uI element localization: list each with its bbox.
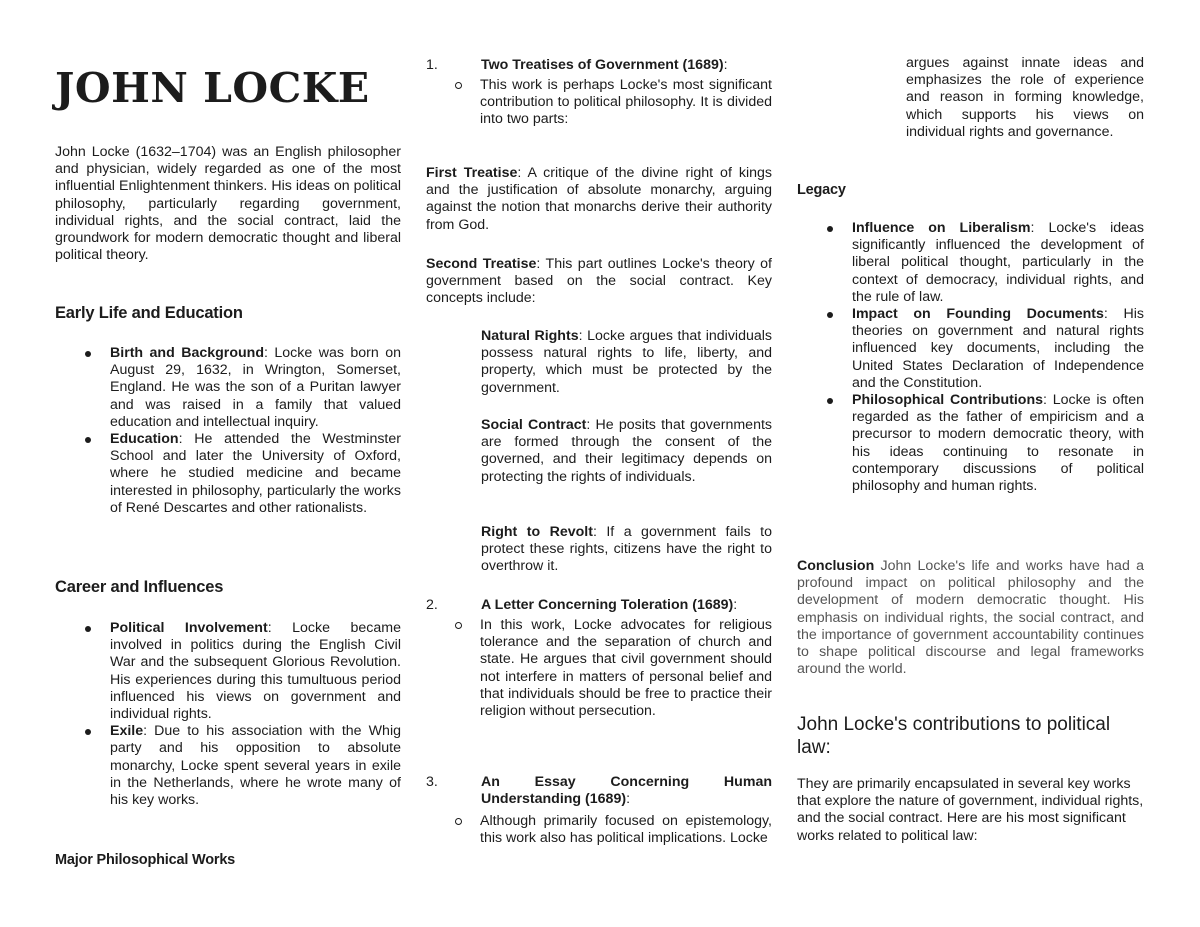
item-text: : If a government fails to protect these rights, citizens have the right to overthrow it. (481, 524, 772, 575)
item-text: : Locke is often regarded as the father of empiricism and a precursor to modern democratic theory, with his ideas continuing to resonate in contemporary discussions of political philosophy and human rights. (852, 392, 1144, 495)
section-heading-career: Career and Influences (55, 578, 224, 596)
works-item-2-desc (426, 617, 772, 720)
work-title-suffix: : (723, 57, 728, 73)
item-number: 2. (426, 597, 438, 613)
list-item (55, 345, 401, 431)
works-item-3-desc (426, 813, 772, 847)
list-item (797, 306, 1144, 392)
work-title-suffix: : (626, 791, 631, 808)
conclusion-paragraph (797, 558, 1144, 678)
list-item (797, 220, 1144, 306)
works-item-3 (426, 774, 772, 808)
list-item (55, 431, 401, 517)
item-number: 3. (426, 774, 438, 790)
second-treatise-paragraph (426, 256, 772, 308)
list-item (55, 620, 401, 723)
item-label: Influence on Liberalism (852, 220, 1031, 236)
career-list (55, 620, 401, 809)
item-label: Right to Revolt (481, 524, 593, 540)
item-label: First Treatise (426, 165, 518, 181)
concept-social-contract (481, 417, 772, 486)
item-label: Natural Rights (481, 328, 579, 344)
page-title: JOHN LOCKE (55, 64, 370, 112)
works-item-1 (426, 57, 827, 74)
concept-natural-rights (481, 328, 772, 397)
works-item-2 (426, 597, 827, 614)
work-description: Although primarily focused on epistemology, this work also has political implications. Locke (480, 813, 772, 847)
work-title: A Letter Concerning Toleration (1689) (481, 597, 734, 613)
item-text: : Locke argues that individuals possess natural rights to life, liberty, and property, which must be protected by the government. (481, 328, 772, 396)
item-text: : His theories on government and natural rights influenced key documents, including the United States Declaration of Independence and the Constitution. (852, 306, 1144, 391)
item-label: Birth and Background (110, 345, 264, 361)
item-text: : He posits that governments are formed through the consent of the governed, and their legitimacy depends on protecting the rights of individuals. (481, 417, 772, 485)
item-text: : This part outlines Locke's theory of government based on the social contract. Key concepts include: (426, 256, 772, 307)
list-item (797, 392, 1144, 495)
works-item-3-desc-continued: argues against innate ideas and emphasizes the role of experience and reason in forming knowledge, which supports his views on individual rights and governance. (906, 55, 1144, 140)
item-text: : Locke became involved in politics during the English Civil War and the subsequent Glorious Revolution. His experiences during this tumultuous period influenced his views on government and individual rights. (110, 620, 401, 723)
section-heading-early-life: Early Life and Education (55, 304, 243, 322)
item-text: : Locke was born on August 29, 1632, in Wrington, Somerset, England. He was the son of a Puritan lawyer and was raised in a family that valued education and intellectual inquiry. (110, 345, 401, 430)
item-label: Philosophical Contributions (852, 392, 1044, 409)
section-heading-legacy: Legacy (797, 182, 846, 198)
legacy-list (797, 220, 1144, 495)
item-text: : A critique of the divine right of kings and the justification of absolute monarchy, arguing against the notion that monarchs derive their authority from God. (426, 165, 772, 233)
list-item (55, 723, 401, 809)
item-label: Social Contract (481, 417, 587, 433)
contributions-heading: John Locke's contributions to political law: (797, 714, 1111, 758)
work-title-suffix: : (733, 597, 738, 613)
item-number: 1. (426, 57, 438, 73)
early-life-list (55, 345, 401, 517)
item-label: Conclusion (797, 558, 875, 574)
item-label: Impact on Founding Documents (852, 306, 1104, 323)
concept-right-to-revolt (481, 524, 772, 576)
intro-paragraph: John Locke (1632–1704) was an English philosopher and physician, widely regarded as one of the most influential Enlightenment thinkers. His ideas on political philosophy, particularly regarding government, individual rights, and the social contract, laid the groundwork for modern democratic thought and liberal political theory. (55, 144, 401, 264)
work-title: An Essay Concerning Human Understanding (1689) (481, 774, 772, 808)
item-text: John Locke's life and works have had a profound impact on political philosophy and the development of modern democratic thought. His emphasis on individual rights, the social contract, and the importance of government accountability continues to shape political discourse and legal frameworks around the world. (797, 558, 1144, 678)
work-description: In this work, Locke advocates for religious tolerance and the separation of church and state. He argues that civil government should not interfere in matters of personal belief and that individuals should be free to practice their religion without persecution. (480, 617, 772, 720)
item-text: : Due to his association with the Whig party and his opposition to absolute monarchy, Locke spent several years in exile in the Netherlands, where he wrote many of his key works. (110, 723, 401, 809)
item-label: Second Treatise (426, 256, 537, 272)
section-heading-works: Major Philosophical Works (55, 852, 236, 868)
item-text: : He attended the Westminster School and later the University of Oxford, where he studied medicine and became interested in philosophy, particularly the works of René Descartes and other rationalists. (110, 431, 401, 516)
contributions-paragraph: They are primarily encapsulated in several key works that explore the nature of government, individual rights, and the social contract. Here are his most significant works related to political law: (797, 776, 1144, 844)
item-label: Exile (110, 723, 144, 740)
first-treatise-paragraph (426, 165, 772, 234)
work-title: Two Treatises of Government (1689) (481, 57, 724, 73)
item-text: : Locke's ideas significantly influenced the development of liberal political thought, particularly in the context of democracy, individual rights, and the rule of law. (852, 220, 1144, 305)
item-label: Education (110, 431, 179, 448)
works-item-1-desc (426, 77, 772, 129)
item-label: Political Involvement (110, 620, 268, 636)
work-description: This work is perhaps Locke's most significant contribution to political philosophy. It is divided into two parts: (480, 77, 772, 128)
